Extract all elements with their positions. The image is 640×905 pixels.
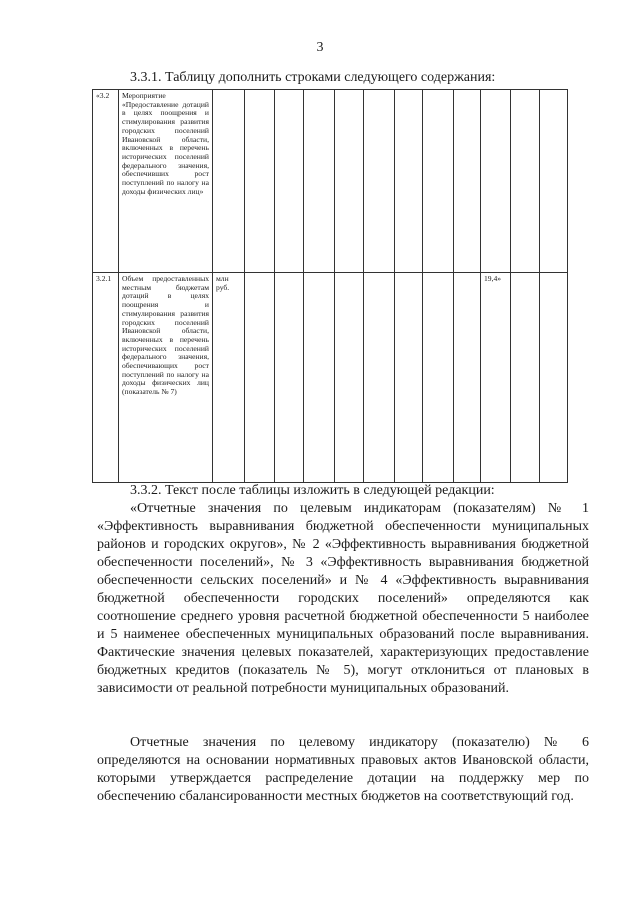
row-number: 3.2.1 [93, 273, 119, 483]
table-cell [454, 273, 481, 483]
table-cell [395, 273, 423, 483]
table-cell [423, 273, 454, 483]
table-cell [364, 273, 395, 483]
table-cell [481, 90, 511, 273]
page-number: 3 [316, 40, 324, 55]
row-description: Мероприятие «Предоставление дотаций в целях поощрения и стимулирования развития городских поселений Ивановской области, включенных в перечень исторических поселений федерального значения, обеспечивших рост поступлений по налогу на доходы физических лиц» [119, 90, 213, 273]
table-cell [245, 90, 275, 273]
row-number: «3.2 [93, 90, 119, 273]
table-cell [423, 90, 454, 273]
unit-cell: млн руб. [213, 273, 245, 483]
table-cell [275, 90, 304, 273]
table-row [93, 273, 568, 483]
section-3-3-1-heading: 3.3.1. Таблицу дополнить строками следующего содержания: [130, 70, 496, 85]
body-paragraph-2: Отчетные значения по целевому индикатору (показателю) № 6 определяются на основании нормативных правовых актов Ивановской области, которыми утверждается распределение дотации на поддержку мер по обеспечению сбалансированности местных бюджетов на соответствующий год. [97, 735, 589, 804]
table-cell [335, 273, 364, 483]
table-cell [245, 273, 275, 483]
table-cell [511, 273, 540, 483]
table-cell [454, 90, 481, 273]
amendment-table [92, 89, 568, 483]
section-3-3-2-heading: 3.3.2. Текст после таблицы изложить в следующей редакции: [130, 483, 495, 498]
table-cell [540, 90, 568, 273]
table-cell [395, 90, 423, 273]
table-cell [540, 273, 568, 483]
body-paragraph-1: «Отчетные значения по целевым индикаторам (показателям) № 1 «Эффективность выравнивания бюджетной обеспеченности муниципальных районов и городских округов», № 2 «Эффективность выравнивания бюджетной обеспеченности поселений», № 3 «Эффективность выравнивания бюджетной обеспеченности сельских поселений» и № 4 «Эффективность выравнивания бюджетной обеспеченности городских поселений» определяются как соотношение среднего уровня расчетной бюджетной обеспеченности 5 наиболее и 5 наименее обеспеченных муниципальных образований после выравнивания. Фактические значения целевых показателей, характеризующих предоставление бюджетных кредитов (показатель № 5), могут отклониться от плановых в зависимости от реальной потребности муниципальных образований. [97, 501, 589, 696]
table-cell [364, 90, 395, 273]
table-row [93, 90, 568, 273]
unit-cell [213, 90, 245, 273]
table-cell [335, 90, 364, 273]
table-cell [275, 273, 304, 483]
table-cell [304, 273, 335, 483]
table-cell [511, 90, 540, 273]
value-cell: 19,4» [481, 273, 511, 483]
table-cell [304, 90, 335, 273]
row-description: Объем предоставленных местным бюджетам дотаций в целях поощрения и стимулирования развития городских поселений Ивановской области, включенных в перечень исторических поселений федерального значения, обеспечивающих рост поступлений по налогу на доходы физических лиц (показатель № 7) [119, 273, 213, 483]
